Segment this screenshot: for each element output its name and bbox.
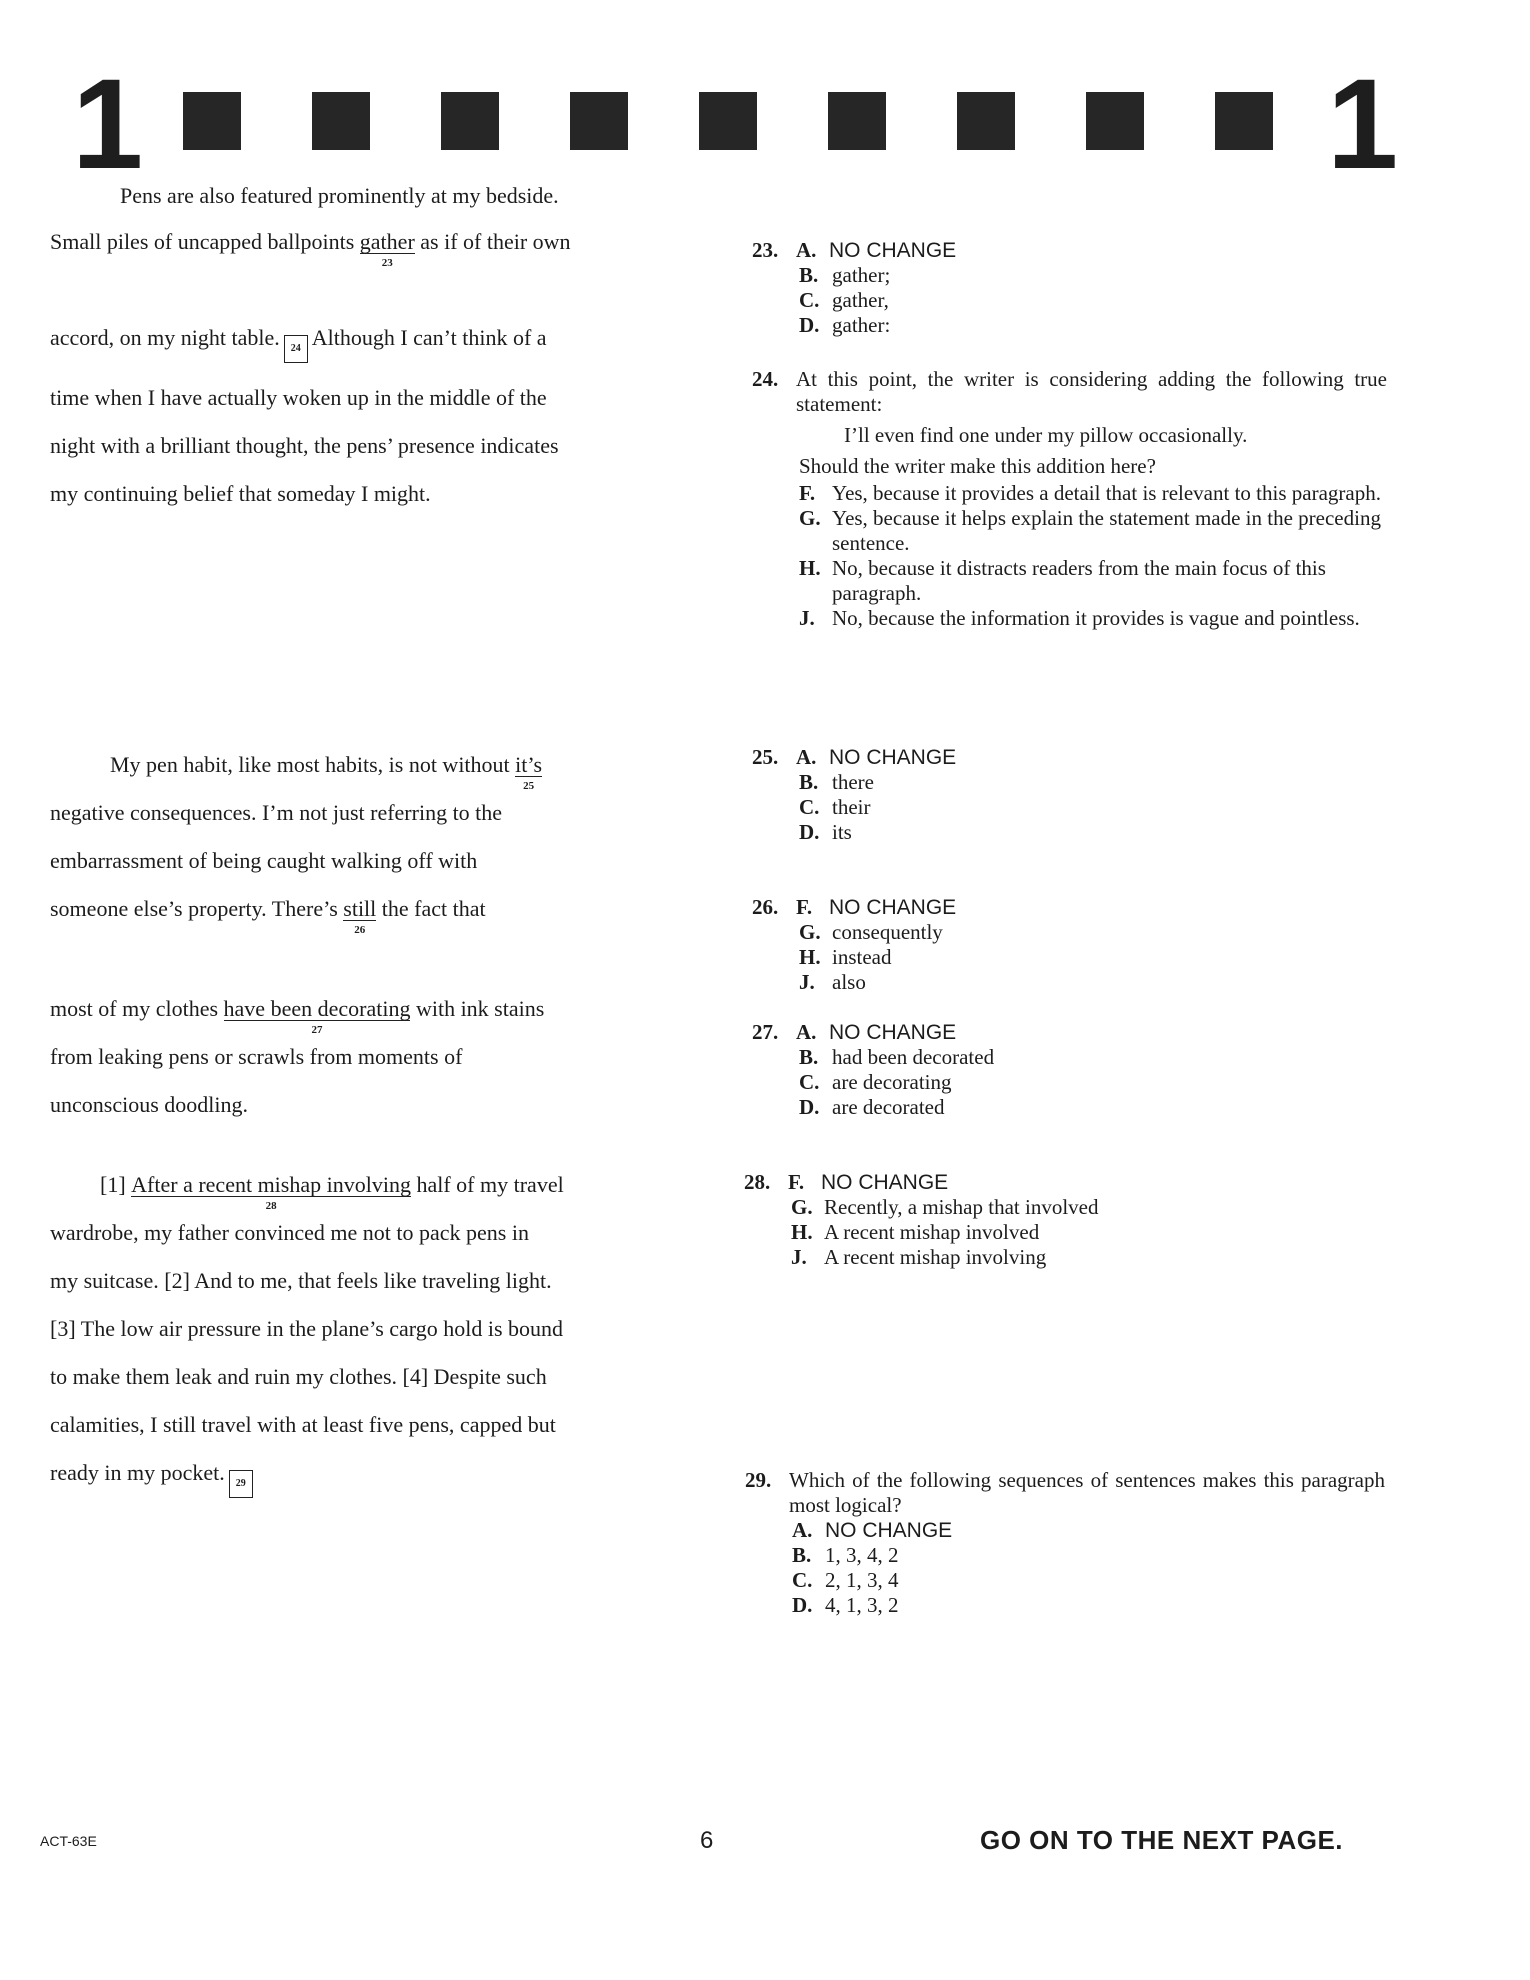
passage-paragraph-3 <box>50 1172 700 1498</box>
passage-paragraph-2 <box>50 752 700 1118</box>
passage-text: [3] The low air pressure in the plane’s cargo hold is bound <box>50 1316 564 1341</box>
option-text[interactable]: their <box>832 795 871 819</box>
option-text[interactable]: NO CHANGE <box>825 1519 953 1542</box>
passage-text: My pen habit, like most habits, is not without <box>110 752 516 777</box>
header-block <box>441 92 499 150</box>
passage-line <box>50 183 700 209</box>
option-text[interactable]: 2, 1, 3, 4 <box>825 1568 899 1592</box>
passage-line <box>50 1412 700 1438</box>
question-29 <box>745 1468 1385 1618</box>
option-letter[interactable]: B. <box>799 1045 819 1069</box>
option-letter[interactable]: D. <box>799 820 820 844</box>
passage-line <box>50 848 700 874</box>
underlined-portion-26[interactable] <box>343 896 377 936</box>
passage-line <box>50 1268 700 1294</box>
passage-text: someone else’s property. There’s <box>50 896 344 921</box>
question-23 <box>752 238 1412 338</box>
option-letter[interactable]: B. <box>799 770 819 794</box>
option-text[interactable]: its <box>832 820 852 844</box>
option-text[interactable]: gather: <box>832 313 891 337</box>
passage-text: accord, on my night table. <box>50 325 280 350</box>
option-text[interactable]: NO CHANGE <box>829 1021 957 1044</box>
option-letter[interactable]: H. <box>799 945 821 969</box>
option-letter[interactable]: B. <box>792 1543 812 1567</box>
option-text[interactable]: Recently, a mishap that involved <box>824 1195 1099 1219</box>
question-27 <box>752 1020 1412 1120</box>
page-number: 6 <box>700 1827 714 1854</box>
option-text[interactable]: Yes, because it helps explain the statement made in the preceding sentence. <box>832 506 1381 555</box>
question-ref-number: 28 <box>265 1200 277 1212</box>
passage-line <box>50 752 700 792</box>
option-letter[interactable]: F. <box>796 895 813 919</box>
option-text[interactable]: No, because the information it provides is vague and pointless. <box>832 606 1360 630</box>
header-block <box>1215 92 1273 150</box>
header-block <box>957 92 1015 150</box>
option-letter[interactable]: H. <box>799 556 821 580</box>
header-block <box>699 92 757 150</box>
option-text[interactable]: consequently <box>832 920 943 944</box>
passage-text: half of my travel <box>410 1172 564 1197</box>
passage-text: Pens are also featured prominently at my bedside. <box>120 183 559 208</box>
option-text[interactable]: had been decorated <box>832 1045 995 1069</box>
underlined-text: After a recent mishap involving <box>131 1172 411 1197</box>
header-block <box>1086 92 1144 150</box>
option-text[interactable]: are decorating <box>832 1070 952 1094</box>
passage-text: the fact that <box>376 896 486 921</box>
passage-line <box>50 800 700 826</box>
question-box-29[interactable]: 29 <box>229 1470 253 1498</box>
passage-line <box>50 896 700 936</box>
form-code: ACT-63E <box>40 1833 97 1849</box>
option-letter[interactable]: D. <box>799 1095 820 1119</box>
passage-line <box>50 1460 700 1498</box>
passage-line <box>50 1364 700 1390</box>
question-ref-number: 27 <box>311 1024 323 1036</box>
option-text[interactable]: instead <box>832 945 892 969</box>
passage-text: ready in my pocket. <box>50 1460 225 1485</box>
option-letter[interactable]: G. <box>791 1195 813 1219</box>
proposed-statement: I’ll even find one under my pillow occasionally. <box>844 423 1248 447</box>
underlined-portion-28[interactable] <box>131 1172 411 1212</box>
passage-line <box>50 1092 700 1118</box>
option-text[interactable]: Yes, because it provides a detail that is relevant to this paragraph. <box>832 481 1381 505</box>
underlined-text: still <box>343 896 377 921</box>
passage-line <box>50 433 700 459</box>
section-number-left: 1 <box>72 53 144 196</box>
passage-text: most of my clothes <box>50 996 224 1021</box>
option-text[interactable]: A recent mishap involving <box>824 1245 1047 1269</box>
option-letter[interactable]: A. <box>792 1518 813 1542</box>
underlined-text: gather <box>359 229 415 254</box>
header-block <box>183 92 241 150</box>
passage-paragraph-1 <box>50 183 700 507</box>
question-number: 29. <box>745 1468 772 1492</box>
option-text[interactable]: A recent mishap involved <box>824 1220 1040 1244</box>
underlined-text: it’s <box>515 752 543 777</box>
underlined-text: have been decorating <box>223 996 411 1021</box>
question-25 <box>752 745 1412 845</box>
passage-text: negative consequences. I’m not just referring to the <box>50 800 503 825</box>
option-letter[interactable]: J. <box>791 1245 807 1269</box>
underlined-portion-23[interactable] <box>359 229 415 269</box>
passage-text: wardrobe, my father convinced me not to pack pens in <box>50 1220 529 1245</box>
passage-text: my continuing belief that someday I might. <box>50 481 431 506</box>
passage-line <box>50 1220 700 1246</box>
question-number: 27. <box>752 1020 779 1044</box>
passage-line <box>50 1172 700 1212</box>
option-text[interactable]: No, because it distracts readers from the main focus of this paragraph. <box>832 556 1326 605</box>
passage-text: from leaking pens or scrawls from moments of <box>50 1044 463 1069</box>
option-letter[interactable]: F. <box>788 1170 805 1194</box>
option-letter[interactable]: G. <box>799 506 821 530</box>
section-number-right: 1 <box>1327 53 1399 196</box>
option-text[interactable]: are decorated <box>832 1095 945 1119</box>
header-block <box>312 92 370 150</box>
passage-text: with ink stains <box>410 996 545 1021</box>
header-block <box>828 92 886 150</box>
question-26 <box>752 895 1412 995</box>
question-number: 23. <box>752 238 779 262</box>
option-text[interactable]: 4, 1, 3, 2 <box>825 1593 899 1617</box>
option-letter[interactable]: B. <box>799 263 819 287</box>
option-text[interactable]: NO CHANGE <box>821 1171 949 1194</box>
passage-text: as if of their own <box>414 229 571 254</box>
passage-text: Although I can’t think of a <box>311 325 547 350</box>
question-number: 25. <box>752 745 779 769</box>
passage-line <box>50 1316 700 1342</box>
passage-text: my suitcase. [2] And to me, that feels like traveling light. <box>50 1268 552 1293</box>
option-text[interactable]: also <box>832 970 866 994</box>
option-text[interactable]: there <box>832 770 874 794</box>
option-letter[interactable]: J. <box>799 606 815 630</box>
option-letter[interactable]: H. <box>791 1220 813 1244</box>
question-ref-number: 26 <box>354 924 366 936</box>
header-block <box>570 92 628 150</box>
option-text[interactable]: NO CHANGE <box>829 239 957 262</box>
option-letter[interactable]: A. <box>796 1020 817 1044</box>
option-letter[interactable]: J. <box>799 970 815 994</box>
underlined-portion-25[interactable] <box>515 752 543 792</box>
passage-line <box>50 996 700 1036</box>
option-text[interactable]: 1, 3, 4, 2 <box>825 1543 899 1567</box>
passage-text: Small piles of uncapped ballpoints <box>50 229 360 254</box>
question-24 <box>752 367 1387 631</box>
option-text[interactable]: NO CHANGE <box>829 746 957 769</box>
passage-line <box>50 481 700 507</box>
passage-line <box>50 1044 700 1070</box>
passage-text: [1] <box>100 1172 132 1197</box>
passage-text: unconscious doodling. <box>50 1092 248 1117</box>
option-letter[interactable]: C. <box>799 795 820 819</box>
passage-text: calamities, I still travel with at least five pens, capped but <box>50 1412 556 1437</box>
option-text[interactable]: gather, <box>832 288 889 312</box>
question-number: 24. <box>752 367 779 391</box>
question-stem: At this point, the writer is considering adding the following true statement: <box>796 367 1387 416</box>
passage-text: embarrassment of being caught walking off with <box>50 848 478 873</box>
option-letter[interactable]: D. <box>792 1593 813 1617</box>
option-letter[interactable]: A. <box>796 745 817 769</box>
question-ref-number: 23 <box>381 257 393 269</box>
passage-text: night with a brilliant thought, the pens’ presence indicates <box>50 433 559 458</box>
question-ref-number: 25 <box>523 780 535 792</box>
question-number: 26. <box>752 895 779 919</box>
option-letter[interactable]: C. <box>799 288 820 312</box>
option-letter[interactable]: A. <box>796 238 817 262</box>
passage-text: time when I have actually woken up in the middle of the <box>50 385 547 410</box>
option-letter[interactable]: F. <box>799 481 816 505</box>
option-letter[interactable]: C. <box>799 1070 820 1094</box>
question-stem: Which of the following sequences of sentences makes this paragraph most logical? <box>789 1468 1385 1517</box>
option-letter[interactable]: G. <box>799 920 821 944</box>
question-number: 28. <box>744 1170 771 1194</box>
underlined-portion-27[interactable] <box>223 996 411 1036</box>
passage-text: to make them leak and ruin my clothes. [4] Despite such <box>50 1364 547 1389</box>
question-prompt: Should the writer make this addition here? <box>799 454 1156 478</box>
option-text[interactable]: NO CHANGE <box>829 896 957 919</box>
option-letter[interactable]: C. <box>792 1568 813 1592</box>
question-box-24[interactable]: 24 <box>284 335 308 363</box>
option-text[interactable]: gather; <box>832 263 891 287</box>
question-28 <box>744 1170 1404 1270</box>
passage-line <box>50 325 700 363</box>
next-page-instruction: GO ON TO THE NEXT PAGE. <box>980 1825 1344 1855</box>
passage-line <box>50 385 700 411</box>
passage-line <box>50 229 700 269</box>
option-letter[interactable]: D. <box>799 313 820 337</box>
